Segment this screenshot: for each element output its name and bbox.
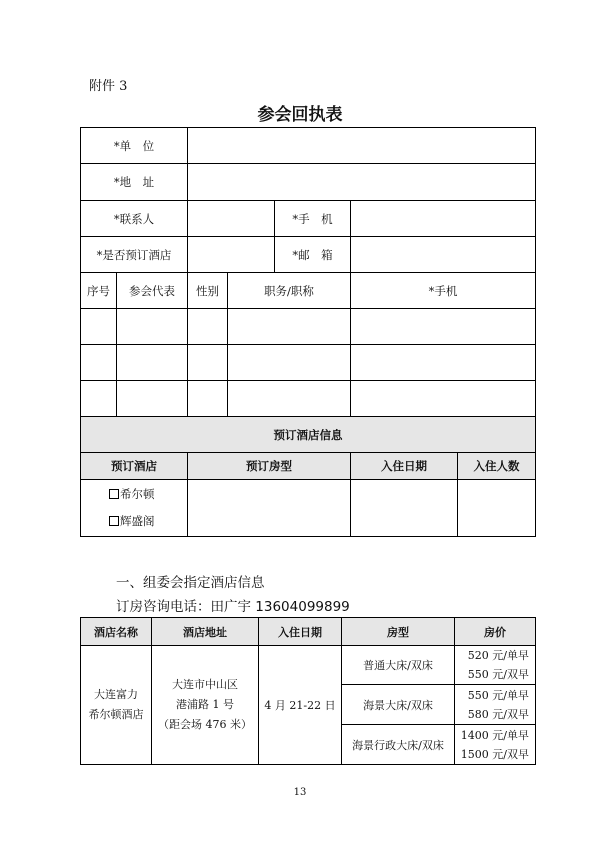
- header-gender: 性别: [188, 273, 228, 309]
- cell[interactable]: [228, 345, 351, 381]
- header-guests: 入住人数: [473, 459, 520, 473]
- cell[interactable]: [117, 309, 188, 345]
- th-checkin: 入住日期: [259, 618, 342, 646]
- room-type-cell: 普通大床/双床: [342, 646, 455, 685]
- page-number: 13: [293, 787, 307, 798]
- header-seq: 序号: [81, 273, 117, 309]
- hotel-option-huishengge[interactable]: [109, 508, 187, 535]
- unit-field[interactable]: [188, 128, 536, 164]
- cell[interactable]: [188, 345, 228, 381]
- book-hotel-label: *是否预订酒店: [81, 237, 188, 273]
- cell[interactable]: [117, 345, 188, 381]
- option-label: 希尔顿: [120, 487, 155, 501]
- page-title: 参会回执表: [257, 105, 343, 125]
- price-line: 550 元/双早: [467, 668, 529, 681]
- member-row: [81, 309, 536, 345]
- booking-phone: 订房咨询电话：田广宇 13604099899: [116, 599, 350, 615]
- address-line: 港浦路 1 号: [176, 698, 234, 711]
- hotel-name-line: 大连富力: [94, 688, 138, 701]
- cell[interactable]: [117, 381, 188, 417]
- cell[interactable]: [351, 309, 536, 345]
- cell[interactable]: [81, 309, 117, 345]
- hotel-address-cell: [152, 646, 259, 765]
- contact-label: *联系人: [81, 201, 188, 237]
- price-cell: [455, 685, 536, 725]
- section-title: 一、组委会指定酒店信息: [116, 575, 265, 591]
- th-hotel-name: 酒店名称: [81, 618, 152, 646]
- room-type-cell: 海景大床/双床: [342, 685, 455, 725]
- hotel-options: [81, 480, 188, 537]
- price-line: 1500 元/双早: [460, 747, 529, 761]
- price-cell: [455, 725, 536, 765]
- cell[interactable]: [81, 345, 117, 381]
- cell[interactable]: [351, 381, 536, 417]
- address-line: （距会场 476 米）: [158, 718, 252, 731]
- cell[interactable]: [188, 309, 228, 345]
- hotel-option-hilton[interactable]: [109, 481, 187, 508]
- room-type-field[interactable]: [188, 480, 351, 537]
- member-row: [81, 345, 536, 381]
- attachment-label: 附件 3: [89, 79, 128, 94]
- guests-field[interactable]: [458, 480, 535, 536]
- checkin-field[interactable]: [351, 480, 458, 536]
- header-mobile: *手机: [351, 273, 536, 309]
- cell[interactable]: [228, 381, 351, 417]
- hotel-name-cell: [81, 646, 152, 765]
- checkin-cell: 4 月 21-22 日: [259, 646, 342, 765]
- hotel-info-table: [80, 617, 536, 765]
- address-field[interactable]: [188, 164, 536, 201]
- checkbox-icon[interactable]: [109, 516, 119, 526]
- checkbox-icon[interactable]: [109, 489, 119, 499]
- header-checkin: 入住日期: [351, 453, 458, 479]
- hotel-section-header: 预订酒店信息: [81, 417, 536, 453]
- price-line: 1400 元/单早: [460, 728, 529, 742]
- book-hotel-field[interactable]: [188, 237, 275, 273]
- hotel-name-line: 希尔顿酒店: [88, 708, 144, 721]
- header-delegate: 参会代表: [117, 273, 188, 309]
- registration-form-table: [80, 127, 536, 537]
- contact-field[interactable]: [188, 201, 275, 237]
- header-position: 职务/职称: [228, 273, 351, 309]
- price-line: 520 元/单早: [467, 649, 529, 662]
- room-type-cell: 海景行政大床/双床: [342, 725, 455, 765]
- cell[interactable]: [228, 309, 351, 345]
- header-hotel: 预订酒店: [81, 453, 188, 480]
- checkin-guests-fields: [351, 480, 536, 537]
- address-line: 大连市中山区: [172, 678, 238, 691]
- unit-label: *单 位: [81, 128, 188, 164]
- cell[interactable]: [351, 345, 536, 381]
- th-room-type: 房型: [342, 618, 455, 646]
- cell[interactable]: [188, 381, 228, 417]
- mobile-field[interactable]: [351, 201, 536, 237]
- option-label: 辉盛阁: [120, 514, 155, 528]
- header-checkin-date: [351, 453, 536, 480]
- th-price: 房价: [455, 618, 536, 646]
- th-hotel-address: 酒店地址: [152, 618, 259, 646]
- mobile-label: *手 机: [275, 201, 351, 237]
- header-room-type: 预订房型: [188, 453, 351, 480]
- email-field[interactable]: [351, 237, 536, 273]
- cell[interactable]: [81, 381, 117, 417]
- price-cell: [455, 646, 536, 685]
- price-line: 550 元/单早: [467, 688, 529, 702]
- price-line: 580 元/双早: [467, 707, 529, 721]
- member-row: [81, 381, 536, 417]
- email-label: *邮 箱: [275, 237, 351, 273]
- address-label: *地 址: [81, 164, 188, 201]
